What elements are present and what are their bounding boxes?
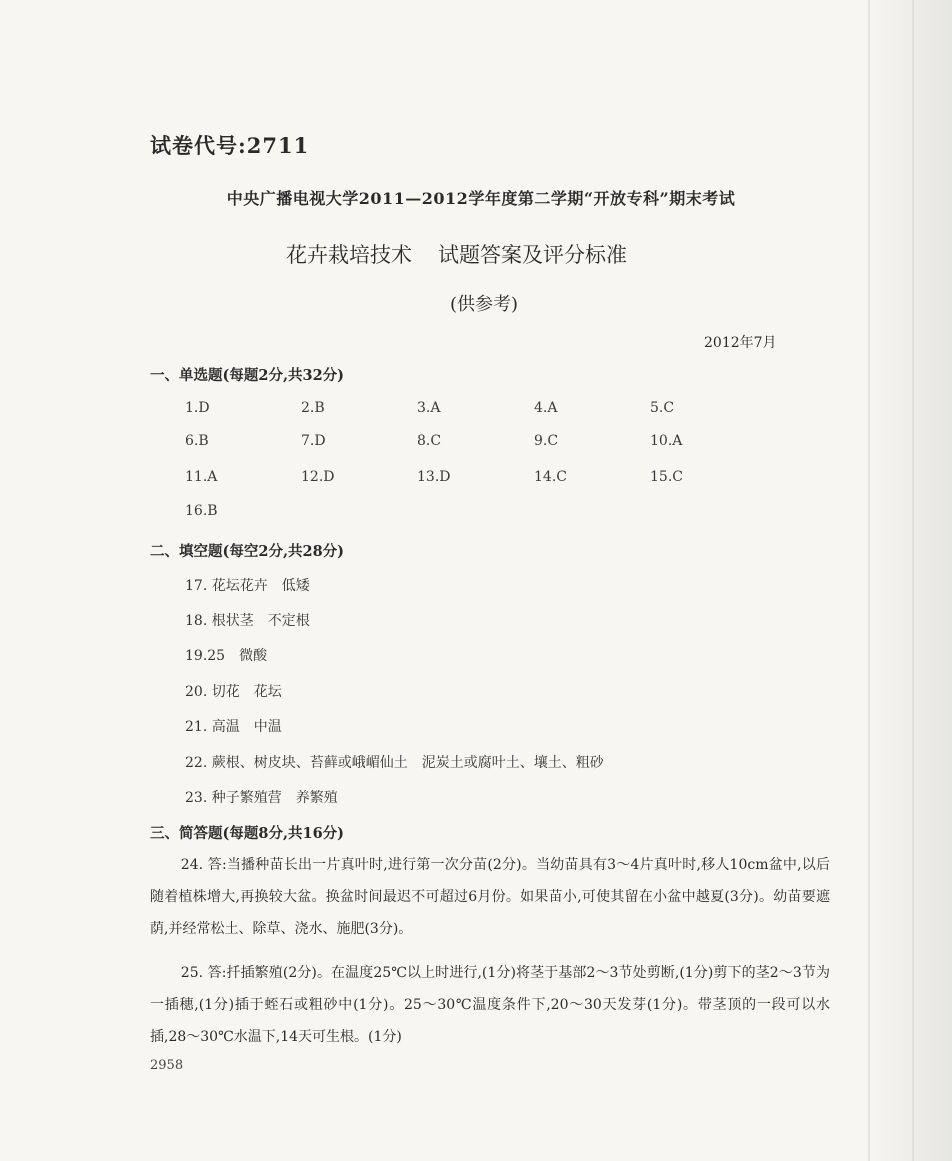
answer-item: 12.D xyxy=(301,469,335,485)
paper-code: 试卷代号:2711 xyxy=(150,133,310,158)
answer-item: 10.A xyxy=(650,433,683,449)
answer-text: 25. 答:扦插繁殖(2分)。在温度25℃以上时进行,(1分)将茎于基部2～3节处剪断,(1分)剪下的茎2～3节为一插穗,(1分)插于蛭石或粗砂中(1分)。25～30℃温度条件下,20～30天发芽(1分)。带茎顶的一段可以水插,28～30℃水温下,14天可生根。(1分) xyxy=(150,965,830,1045)
document-type: 试题答案及评分标准 xyxy=(438,243,627,267)
answer-item: 5.C xyxy=(650,400,675,416)
answer-item: 15.C xyxy=(650,469,683,485)
fill-answer: 19.25 微酸 xyxy=(185,648,268,664)
section-title: 三、简答题(每题8分,共16分) xyxy=(150,825,345,842)
subject-title xyxy=(286,239,627,269)
answer-item: 4.A xyxy=(534,400,558,416)
page-number: 2958 xyxy=(150,1058,184,1073)
answer-item: 9.C xyxy=(534,433,559,449)
page-edge-line xyxy=(868,0,870,1161)
fill-answer: 23. 种子繁殖营 养繁殖 xyxy=(185,790,338,806)
answer-item: 16.B xyxy=(185,503,218,519)
section-title: 一、单选题(每题2分,共32分) xyxy=(150,367,345,384)
fill-answer: 20. 切花 花坛 xyxy=(185,684,282,700)
answer-item: 8.C xyxy=(417,433,442,449)
exam-date: 2012年7月 xyxy=(704,335,777,351)
answer-paragraph xyxy=(150,957,830,1053)
fill-answer: 17. 花坛花卉 低矮 xyxy=(185,578,310,594)
answer-item: 3.A xyxy=(417,400,441,416)
subject-name: 花卉栽培技术 xyxy=(286,243,412,267)
answer-item: 11.A xyxy=(185,469,218,485)
answer-text: 24. 答:当播种苗长出一片真叶时,进行第一次分苗(2分)。当幼苗具有3～4片真叶时,移人10cm盆中,以后随着植株增大,再换较大盆。换盆时间最迟不可超过6月份。如果苗小,可使其留在小盆中越夏(3分)。幼苗要遮荫,并经常松土、除草、浇水、施肥(3分)。 xyxy=(150,857,830,937)
fill-answer: 21. 高温 中温 xyxy=(185,719,282,735)
fill-answer: 18. 根状茎 不定根 xyxy=(185,613,310,629)
page-edge-shadow xyxy=(862,0,952,1161)
answer-item: 6.B xyxy=(185,433,209,449)
exam-title: 中央广播电视大学2011—2012学年度第二学期“开放专科”期末考试 xyxy=(226,189,736,208)
answer-item: 14.C xyxy=(534,469,567,485)
reference-note: (供参考) xyxy=(449,294,519,315)
answer-item: 2.B xyxy=(301,400,325,416)
page-edge-line xyxy=(912,0,914,1161)
answer-item: 7.D xyxy=(301,433,326,449)
answer-item: 1.D xyxy=(185,400,210,416)
answer-paragraph xyxy=(150,849,830,945)
fill-answer: 22. 蕨根、树皮块、苔藓或峨嵋仙土 泥炭土或腐叶土、壤土、粗砂 xyxy=(185,755,604,771)
answer-item: 13.D xyxy=(417,469,451,485)
section-title: 二、填空题(每空2分,共28分) xyxy=(150,543,345,560)
